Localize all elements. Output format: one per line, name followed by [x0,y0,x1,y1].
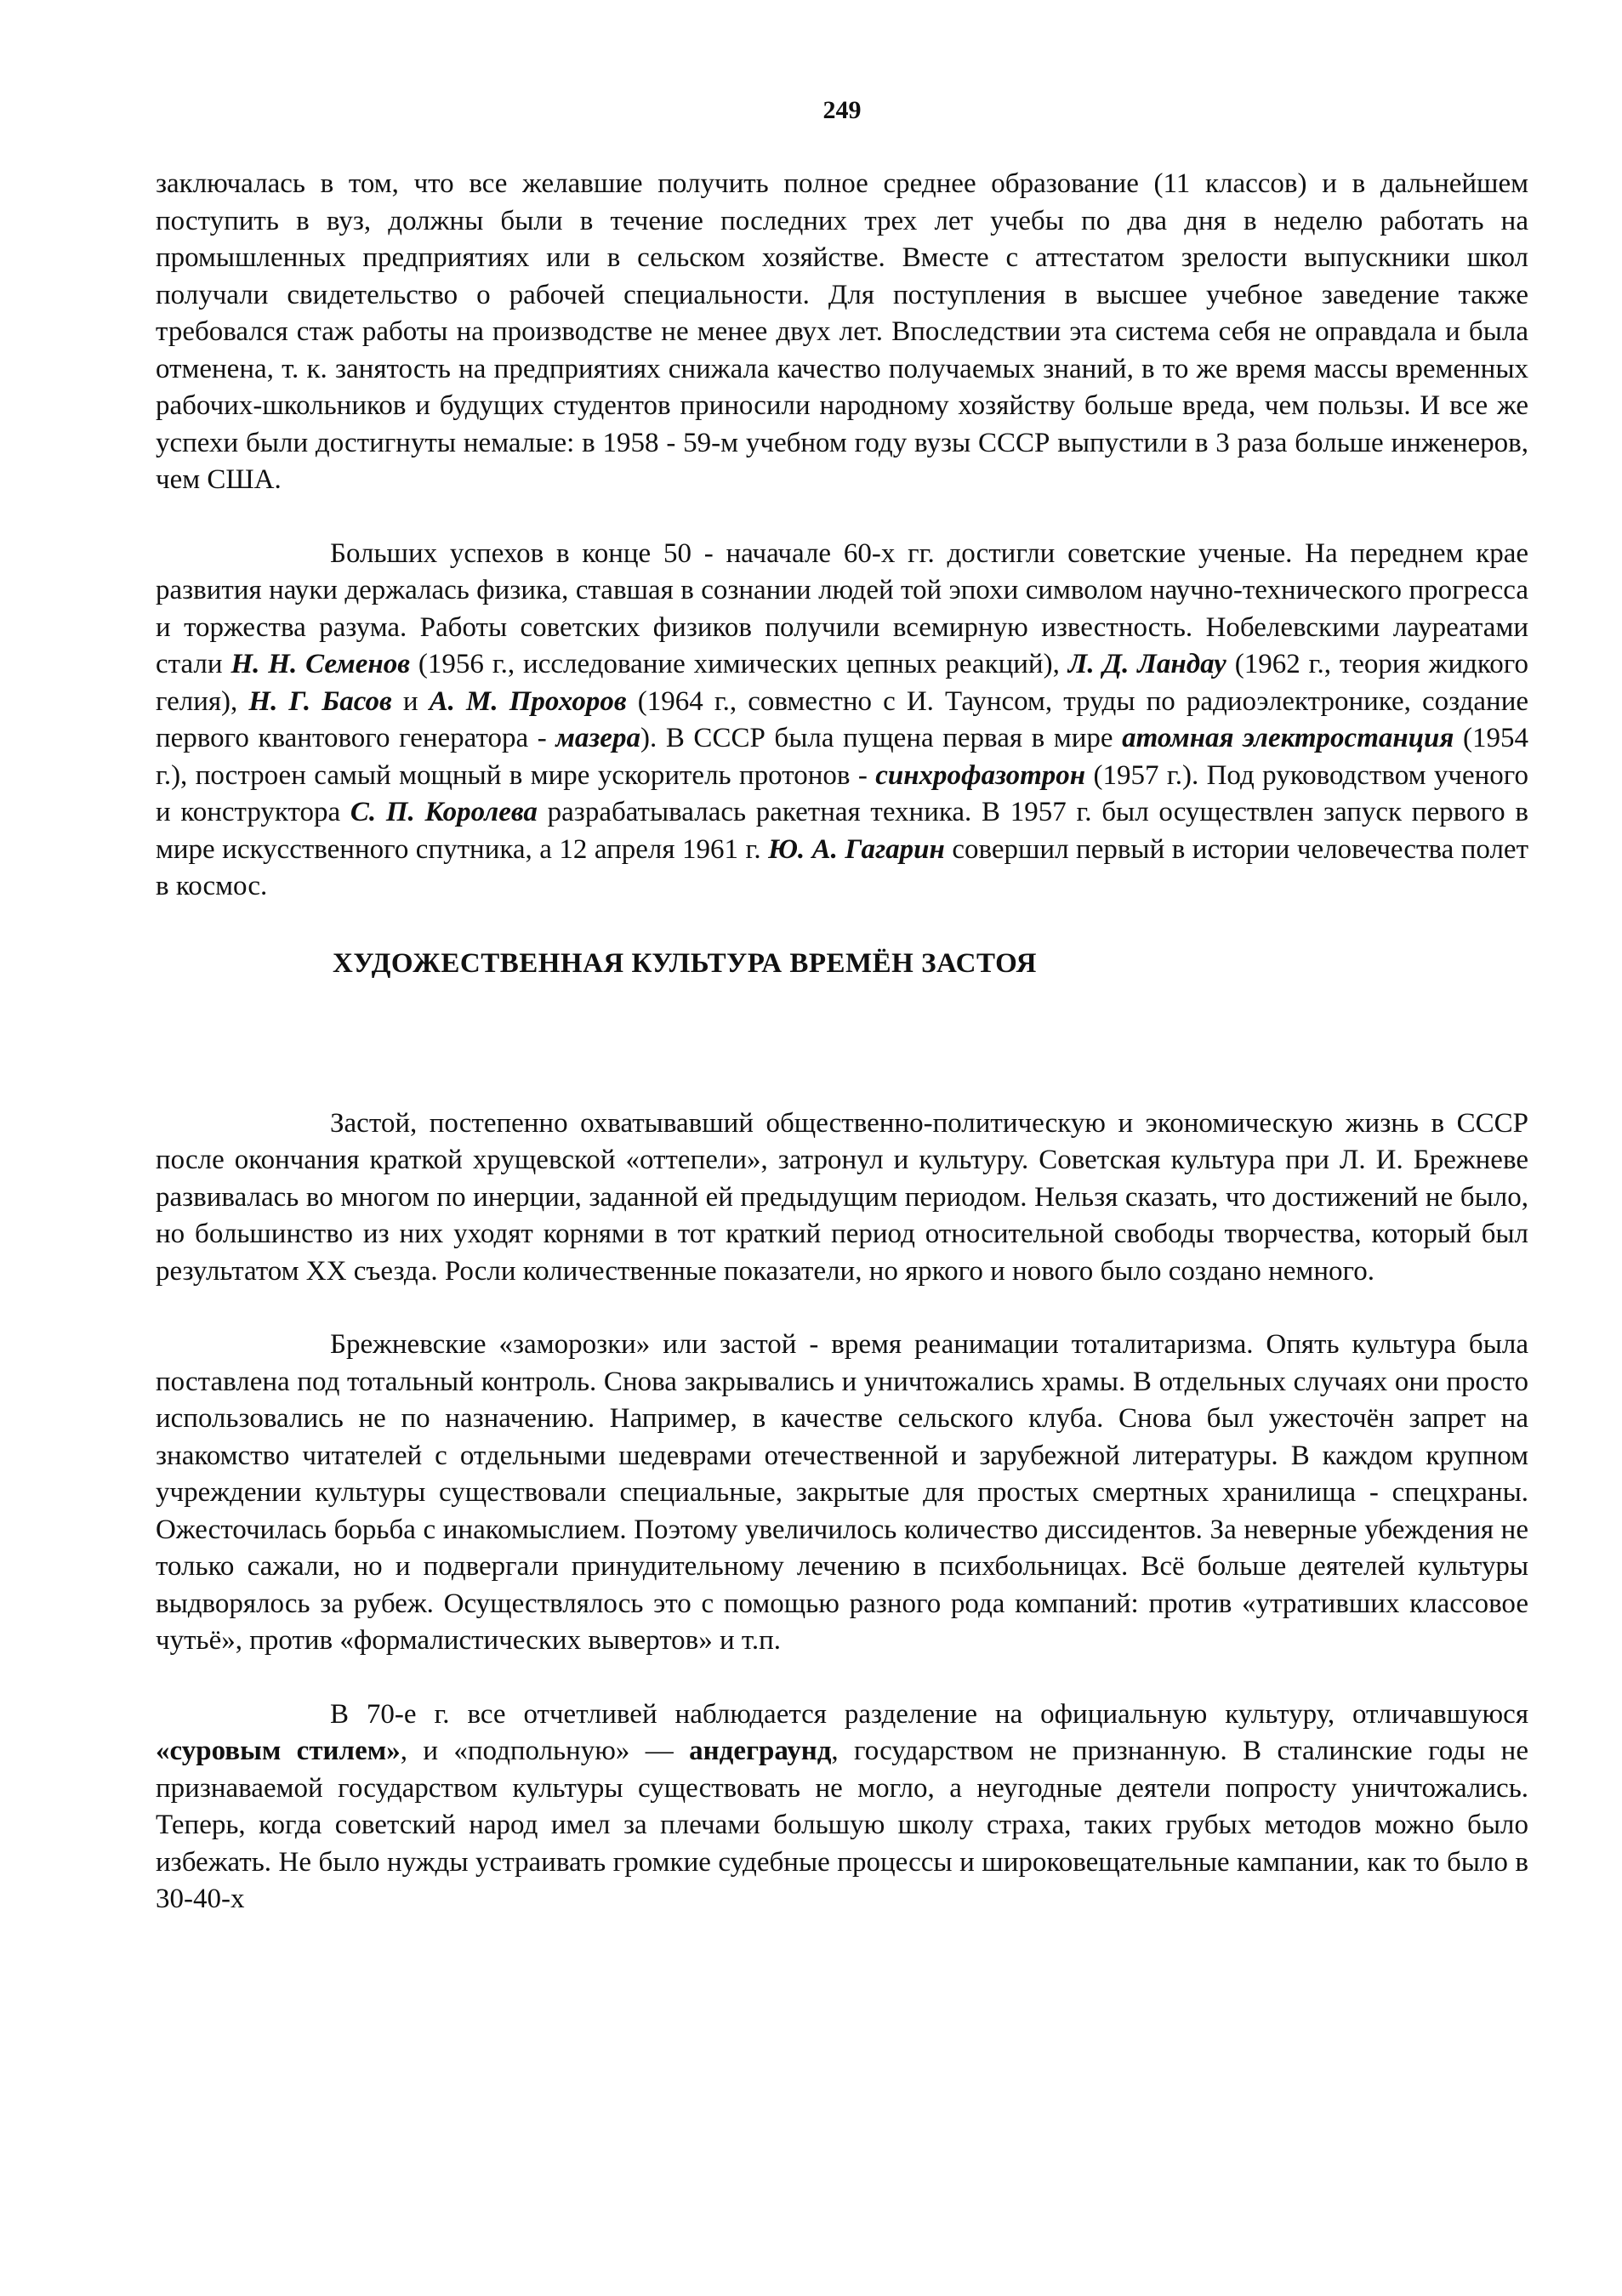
term-synchrophasotron: синхрофазотрон [875,759,1086,791]
text-span: ). В СССР была пущена первая в мире [640,723,1123,753]
page-content [156,94,1528,1918]
heading-gap [156,906,1528,946]
paragraph-gap [156,499,1528,536]
text-span: (1964 г., совместно с И. Таунсом, труды по радиоэлектронике, создание первого квантового генератора - [156,685,1529,753]
text-span: (1954 г.), построен самый мощный в мире ускоритель протонов - [156,723,1529,791]
text-span: (1962 г., теория жидкого гелия), [156,649,1528,717]
name-semenov: Н. Н. Семенов [230,649,410,679]
paragraph-gap [156,1660,1528,1696]
term-nuclear-plant: атомная электростанция [1122,723,1454,753]
paragraph-soviet-science [156,536,1528,906]
name-landau: Л. Д. Ландау [1067,649,1226,679]
text-span: разрабатывалась ракетная техника. В 1957 г. был осуществлен запуск первого в мире искусственного спутника, а 12 апреля 1961 г. [156,797,1528,865]
text-span: (1956 г., исследование химических цепных реакций), [410,649,1068,679]
name-prokhorov: А. М. Прохоров [429,685,627,717]
paragraph-vocational-education: заключалась в том, что все желавшие получить полное среднее образование (11 классов) и в дальнейшем поступить в вуз, должны были в течение последних трех лет учебы по два дня в неделю работать на промышленных предприятиях или в сельском хозяйстве. Вместе с аттестатом зрелости выпускники школ получали свидетельство о рабочей специальности. Для поступления в высшее учебное заведение также требовался стаж работы на производстве не менее двух лет. Впоследствии эта система себя не оправдала и была отменена, т. к. занятость на предприятиях снижала качество получаемых знаний, в то же время массы временных рабочих-школьников и будущих студентов приносили народному хозяйству больше вреда, чем пользы. И все же успехи были достигнуты немалые: в 1958 - 59-м учебном году вузы СССР выпустили в 3 раза больше инженеров, чем США. [156,168,1528,495]
name-korolev: С. П. Королева [350,797,538,827]
paragraph-official-vs-underground [156,1696,1528,1918]
heading-gap [156,982,1528,1105]
text-span: В 70-е г. все отчетливей наблюдается разделение на официальную культуру, отличавшуюся [330,1698,1528,1730]
name-gagarin: Ю. А. Гагарин [768,833,945,865]
text-span: , и «подпольную» — [400,1736,690,1766]
term-underground: андеграунд [689,1736,832,1766]
paragraph-gap [156,1290,1528,1327]
text-span: (1957 г.). Под руководством ученого и конструктора [156,759,1528,827]
text-span: , государством не признанную. В сталинские годы не признаваемой государством культуры существовать не могло, а неугодные деятели попросту уничтожались. Теперь, когда советский народ имел за плечами большую школу страха, таких грубых методов можно было избежать. Не было нужды устраивать громкие судебные процессы и широковещательные кампании, как то было в 30-40-х [156,1736,1528,1914]
text-span: совершил первый в истории человечества полет в космос. [156,833,1528,901]
term-severe-style: «суровым стилем» [156,1736,401,1766]
section-heading: ХУДОЖЕСТВЕННАЯ КУЛЬТУРА ВРЕМЁН ЗАСТОЯ [333,947,1037,979]
name-basov: Н. Г. Басов [248,685,392,717]
page-number: 249 [822,96,862,124]
text-span: и [391,685,430,717]
paragraph-brezhnev-freeze: Брежневские «заморозки» или застой - время реанимации тоталитаризма. Опять культура была поставлена под тотальный контроль. Снова закрывались и уничтожались храмы. В отдельных случаях они просто использовались не по назначению. Например, в качестве сельского клуба. Снова был ужесточён запрет на знакомство читателей с отдельными шедеврами отечественной и зарубежной литературы. В каждом крупном учреждении культуры существовали специальные, закрытые для простых смертных хранилища - спецхраны. Ожесточилась борьба с инакомыслием. Поэтому увеличилось количество диссидентов. За неверные убеждения не только сажали, но и подвергали принудительному лечению в психбольницах. Всё больше деятелей культуры выдворялось за рубеж. Осуществлялось это с помощью разного рода компаний: против «утративших классовое чутьё», против «формалистических вывертов» и т.п. [156,1329,1528,1656]
term-maser: мазера [555,723,640,753]
paragraph-stagnation-intro: Застой, постепенно охватывавший общественно-политическую и экономическую жизнь в СССР после окончания краткой хрущевской «оттепели», затронул и культуру. Советская культура при Л. И. Брежневе развивалась во многом по инерции, заданной ей предыдущим периодом. Нельзя сказать, что достижений не было, но большинство из них уходят корнями в тот краткий период относительной свободы творчества, который был результатом XX съезда. Росли количественные показатели, но яркого и нового было создано немного. [156,1107,1528,1287]
text-span: Больших успехов в конце 50 - начачале 60-х гг. достигли советские ученые. На переднем крае развития науки держалась физика, ставшая в сознании людей той эпохи символом научно-технического прогресса и торжества разума. Работы советских физиков получили всемирную известность. Нобелевскими лауреатами стали [156,537,1528,679]
